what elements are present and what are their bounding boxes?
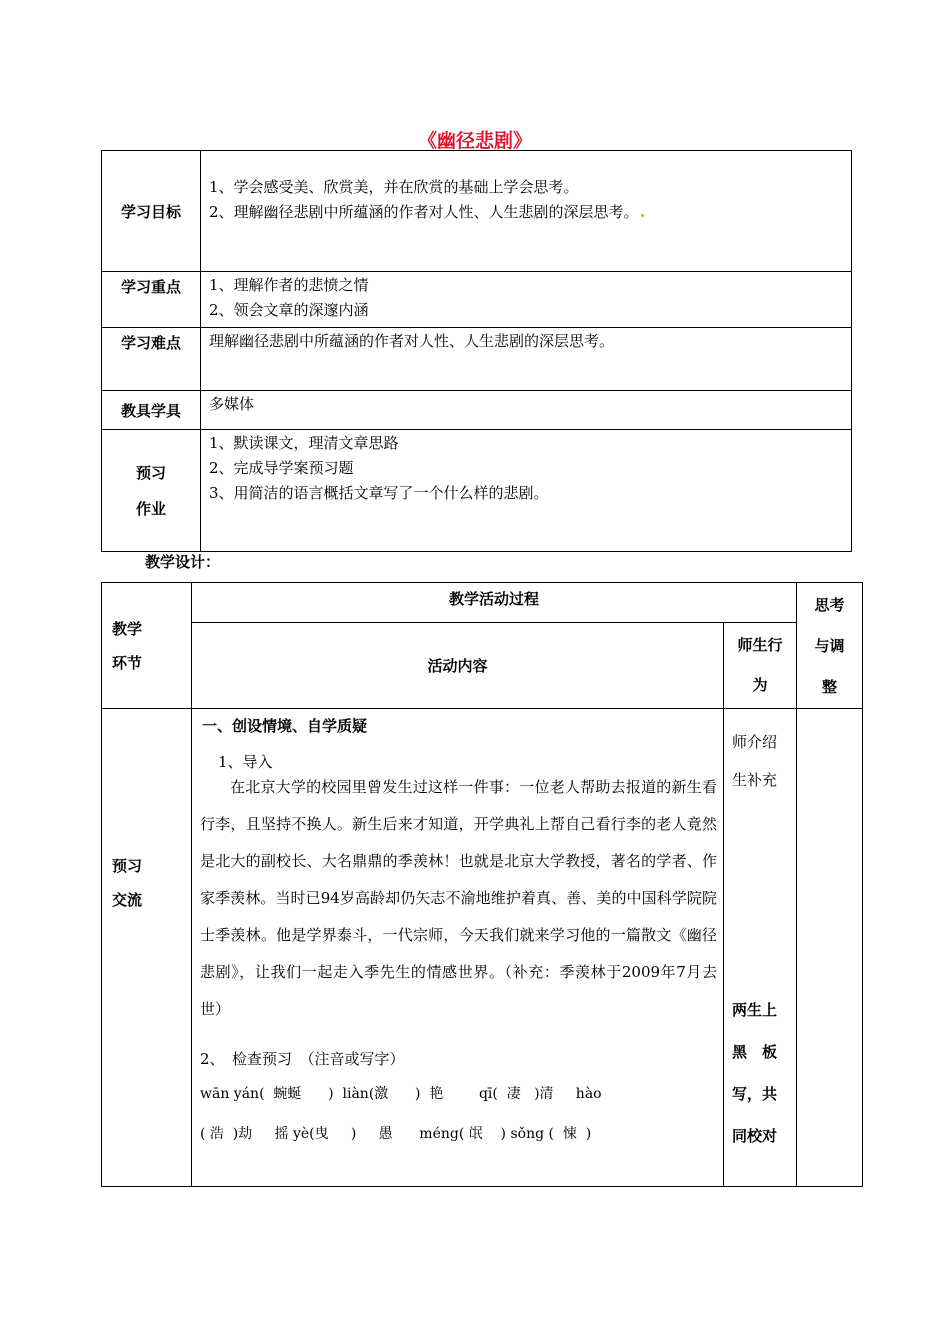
role-board-line-4: 同校对 — [732, 1127, 778, 1145]
label-key-points: 学习重点 — [102, 272, 201, 328]
role-note — [724, 709, 796, 799]
homework-line-3: 3、用简洁的语言概括文章写了一个什么样的悲剧。 — [209, 484, 549, 502]
header-roles-line-2: 为 — [752, 675, 768, 694]
role-board-line-1: 两生上 — [732, 1001, 778, 1019]
pinyin-line-1: wān yán( 蜿蜒 ) liàn(激 ) 艳 qī( 凄 )清 hào — [200, 1086, 602, 1102]
role-board-note — [724, 989, 796, 1157]
header-process: 教学活动过程 — [192, 583, 797, 623]
teaching-aids-content — [201, 391, 852, 430]
header-reflect-line-2: 与调 — [814, 637, 845, 655]
introduction-paragraph: 在北京大学的校园里曾发生过这样一件事：一位老人帮助去报道的新生看行李，且坚持不换人。新生后来才知道，开学典礼上帮自己看行李的老人竟然是北大的副校长、大名鼎鼎的季羡林！也就是北京大学教授，著名的学者、作家季羡林。当时已94岁高龄却仍矢志不渝地维护着真、善、美的中国科学院院士季羡林。他是学界泰斗，一代宗师，今天我们就来学习他的一篇散文《幽径悲剧》，让我们一起走入季先生的情感世界。（补充：季羡林于2009年7月去世） — [200, 778, 717, 1018]
item-introduction: 1、导入 — [218, 753, 273, 771]
pinyin-line-2: ( 浩 )劫 摇 yè(曳 ) 愚 méng( 氓 ) sǒng ( 悚 ) — [200, 1126, 592, 1142]
label-teaching-aids: 教具学具 — [102, 391, 201, 430]
difficulty-line-1: 理解幽径悲剧中所蕴涵的作者对人性、人生悲剧的深层思考。 — [209, 332, 615, 350]
preview-homework-content — [201, 430, 852, 552]
role-board-line-3: 写，共 — [732, 1085, 778, 1103]
homework-line-2: 2、完成导学案预习题 — [209, 459, 354, 477]
header-roles — [724, 622, 797, 708]
section-title: 一、创设情境、自学质疑 — [202, 717, 368, 735]
activity-content — [192, 709, 724, 1187]
difficulties-content — [201, 328, 852, 391]
role-note-line-2: 生补充 — [732, 771, 778, 789]
header-content: 活动内容 — [192, 622, 724, 708]
info-table — [101, 150, 852, 552]
label-preview-homework — [102, 430, 201, 552]
stage-line-2: 交流 — [112, 891, 143, 909]
learning-goals-content — [201, 151, 852, 272]
role-note-line-1: 师介绍 — [732, 733, 778, 751]
label-difficulties: 学习难点 — [102, 328, 201, 391]
reflection-cell — [797, 709, 863, 1187]
goal-line-2: 2、理解幽径悲剧中所蕴涵的作者对人性、人生悲剧的深层思考。 — [209, 200, 843, 225]
stage-preview-exchange — [102, 709, 192, 1187]
key-points-content — [201, 272, 852, 328]
header-stage-line-1: 教学 — [112, 619, 143, 638]
role-board-line-2: 黑 板 — [732, 1043, 778, 1061]
document-title: 《幽径悲剧》 — [417, 130, 532, 152]
header-roles-line-1: 师生行 — [737, 635, 783, 654]
key-point-line-2: 2、领会文章的深邃内涵 — [209, 301, 369, 319]
goal-line-1: 1、学会感受美、欣赏美，并在欣赏的基础上学会思考。 — [209, 178, 579, 196]
header-stage-line-2: 环节 — [112, 653, 143, 672]
design-table — [101, 582, 863, 1187]
label-preview-line-2: 作业 — [135, 499, 166, 518]
item-check-preview: 2、 检查预习 （注音或写字） — [200, 1050, 405, 1068]
header-reflect-line-1: 思考 — [814, 596, 845, 614]
homework-line-1: 1、默读课文，理清文章思路 — [209, 434, 399, 452]
teaching-design-heading: 教学设计： — [145, 553, 221, 571]
teacher-student-actions — [724, 709, 797, 1187]
header-reflect-line-3: 整 — [822, 678, 838, 696]
label-preview-line-1: 预习 — [135, 463, 166, 482]
header-stage — [102, 583, 192, 709]
key-point-line-1: 1、理解作者的悲愤之情 — [209, 276, 369, 294]
stage-line-1: 预习 — [112, 857, 143, 875]
teaching-aids-line: 多媒体 — [209, 395, 255, 413]
label-learning-goals: 学习目标 — [102, 151, 201, 272]
header-reflect — [797, 583, 863, 709]
